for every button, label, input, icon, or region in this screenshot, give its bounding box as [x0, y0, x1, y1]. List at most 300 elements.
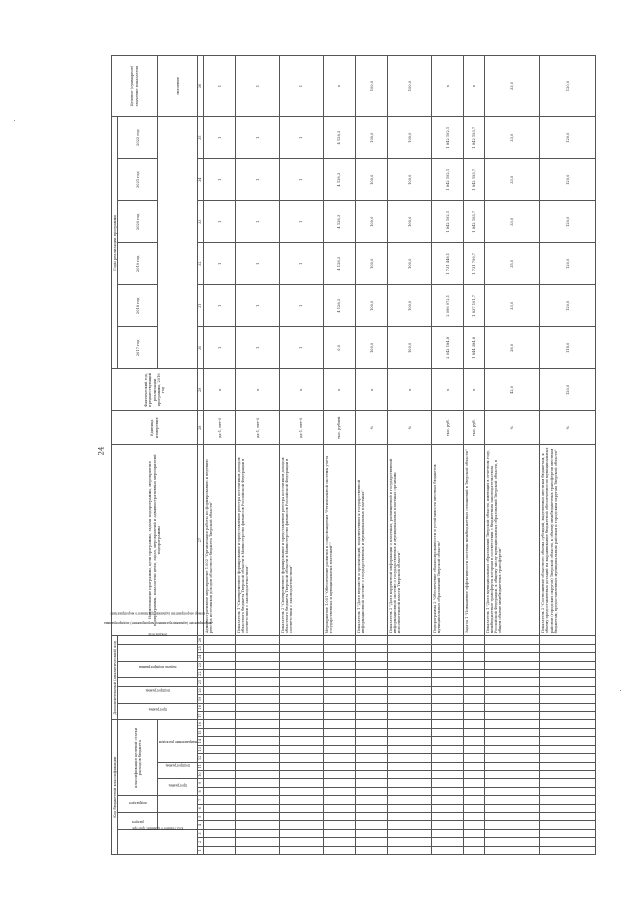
row-base-value: х: [204, 369, 236, 411]
code-cell: [464, 653, 484, 661]
code-cell: [204, 838, 236, 846]
code-cell: [356, 762, 388, 770]
table-row: [484, 56, 540, 855]
column-number: 32: [198, 243, 204, 285]
code-cell: [432, 695, 464, 703]
row-year-value: 1: [204, 243, 236, 285]
code-cell: [388, 703, 432, 711]
code-cell: [236, 703, 280, 711]
column-number: 7: [198, 796, 204, 804]
code-cell: [236, 838, 280, 846]
code-cell: [484, 661, 540, 669]
column-number: 18: [198, 703, 204, 711]
code-cell: [323, 720, 355, 729]
code-cell: [464, 821, 484, 829]
code-cell: [323, 695, 355, 703]
code-cell: [356, 770, 388, 778]
code-cell: [388, 804, 432, 812]
code-cell: [356, 669, 388, 677]
code-cell: [388, 846, 432, 854]
row-year-value: 1 842 192,1: [432, 159, 464, 201]
header-subsection-blank: [158, 796, 198, 813]
code-cell: [280, 686, 324, 694]
column-number: 33: [198, 201, 204, 243]
column-number: 12: [198, 754, 204, 762]
row-year-value: 2 096 972,1: [432, 285, 464, 327]
header-actual-value: Фактический год, предшествующий реализации программы, 2016 год: [112, 369, 198, 411]
column-number: 21: [198, 678, 204, 686]
code-cell: [323, 787, 355, 795]
code-cell: [388, 678, 432, 686]
rows-body: [204, 56, 596, 855]
column-number: 31: [198, 285, 204, 327]
row-year-value: 1: [236, 159, 280, 201]
code-cell: [484, 737, 540, 745]
code-cell: [204, 678, 236, 686]
code-cell: [204, 779, 236, 787]
header-unit: Единица измерения: [112, 411, 198, 445]
row-year-value: 4 128,3: [323, 201, 355, 243]
code-cell: [464, 728, 484, 736]
table-row: [432, 56, 464, 855]
code-cell: [464, 812, 484, 820]
table-row: [356, 56, 388, 855]
code-cell: [540, 653, 596, 661]
header-years-group: Годы реализации программы: [112, 117, 118, 369]
code-cell: [388, 745, 432, 753]
header-additional-code: Дополнительный (аналитический) код: [112, 636, 118, 720]
code-cell: [236, 669, 280, 677]
code-cell: [323, 669, 355, 677]
code-cell: [540, 762, 596, 770]
scan-speck: [620, 690, 621, 691]
column-number: 1: [198, 846, 204, 854]
code-cell: [236, 796, 280, 804]
code-cell: [236, 695, 280, 703]
code-cell: [540, 787, 596, 795]
code-cell: [280, 770, 324, 778]
code-cell: [388, 737, 432, 745]
code-cell: [432, 703, 464, 711]
row-year-value: 1 837 101,7: [464, 285, 484, 327]
code-cell: [484, 762, 540, 770]
code-cell: [204, 711, 236, 719]
code-cell: [356, 636, 388, 644]
row-base-value: х: [356, 369, 388, 411]
code-cell: [204, 644, 236, 652]
code-cell: [236, 728, 280, 736]
row-base-value: 120,0: [540, 369, 596, 411]
row-year-value: 1 731 799,7: [464, 243, 484, 285]
row-year-value: 118,0: [540, 327, 596, 369]
column-number: 35: [198, 117, 204, 159]
row-year-value: 1 842 192,1: [432, 117, 464, 159]
row-year-value: 100,0: [388, 159, 432, 201]
header-admin-code: код главного администратора: [118, 829, 198, 854]
row-year-value: 120,0: [540, 285, 596, 327]
code-cell: [280, 695, 324, 703]
row-target-value: 1: [280, 56, 324, 117]
row-year-value: 4 128,3: [323, 243, 355, 285]
header-target-item: классификация целевой статьи расходов бюджета: [118, 720, 158, 796]
code-cell: [432, 804, 464, 812]
row-year-value: 1 842 193,7: [464, 117, 484, 159]
code-cell: [484, 703, 540, 711]
row-year-value: 4 128,3: [323, 159, 355, 201]
row-year-value: 1: [204, 285, 236, 327]
code-cell: [432, 720, 464, 729]
code-cell: [432, 728, 464, 736]
code-cell: [280, 846, 324, 854]
header-year-2022: 2022 год: [118, 117, 158, 159]
code-cell: [540, 779, 596, 787]
row-year-value: 1: [280, 243, 324, 285]
table-row: [464, 56, 484, 855]
header-direction: направление расходов: [158, 720, 198, 762]
code-cell: [540, 770, 596, 778]
row-year-value: 1: [280, 159, 324, 201]
code-cell: [204, 737, 236, 745]
header-year-2021: 2021 год: [118, 159, 158, 201]
code-cell: [356, 728, 388, 736]
header-activity-number-label: номер мероприятия (административного мероприятия): [118, 644, 198, 661]
code-cell: [280, 804, 324, 812]
code-cell: [540, 661, 596, 669]
code-cell: [204, 703, 236, 711]
code-cell: [323, 812, 355, 820]
code-cell: [484, 821, 540, 829]
table-row: [540, 56, 596, 855]
scan-speck: [14, 120, 15, 121]
code-cell: [388, 838, 432, 846]
row-year-value: 100,0: [388, 285, 432, 327]
row-name: Показатель 1 "Доля ведомств и организаций, подключенных к государственной информационной системе о государственных и муниципальных платежах": [356, 445, 388, 636]
page-number: 24: [97, 446, 106, 456]
row-year-value: 100,0: [356, 201, 388, 243]
code-cell: [204, 754, 236, 762]
row-name: Показатель 2 "Своевременное формирование и представление реестра источников доходов областного бюджета Тверской области в Министерство финансов Российской Федерации в соответствии с законодательством": [280, 445, 324, 636]
row-base-value: х: [388, 369, 432, 411]
code-cell: [204, 745, 236, 753]
code-cell: [388, 787, 432, 795]
code-cell: [540, 829, 596, 837]
column-number: 30: [198, 327, 204, 369]
code-cell: [280, 787, 324, 795]
code-cell: [432, 846, 464, 854]
column-number: 10: [198, 770, 204, 778]
column-number: 22: [198, 669, 204, 677]
header-year-2018: 2018 год: [118, 285, 158, 327]
row-base-value: х: [464, 369, 484, 411]
row-year-value: 1 844 384,8: [464, 327, 484, 369]
row-name: Показатель 1 "Доля муниципальных образований Тверской области, имеющих в отчетном году, межбюджетные трансферты которым в соответствии с бюджетным законодательством Российской Федерации, к общему числу муниципальных образований Тверской области, в общем объеме межбюджетных трансфертов": [484, 445, 540, 636]
code-cell: [388, 779, 432, 787]
row-target-value: 100,0: [356, 56, 388, 117]
row-year-value: 1 842 193,7: [464, 201, 484, 243]
code-cell: [388, 644, 432, 652]
code-cell: [356, 779, 388, 787]
code-cell: [388, 711, 432, 719]
code-cell: [236, 762, 280, 770]
row-unit: тыс. руб.: [432, 411, 464, 445]
code-cell: [464, 762, 484, 770]
code-cell: [323, 838, 355, 846]
column-number: 4: [198, 821, 204, 829]
code-cell: [323, 636, 355, 644]
code-cell: [204, 829, 236, 837]
code-cell: [236, 779, 280, 787]
code-cell: [280, 653, 324, 661]
code-cell: [464, 754, 484, 762]
code-cell: [356, 821, 388, 829]
row-target-value: 1: [204, 56, 236, 117]
code-cell: [323, 703, 355, 711]
column-number: 25: [198, 644, 204, 652]
code-cell: [280, 812, 324, 820]
code-cell: [204, 653, 236, 661]
code-cell: [280, 737, 324, 745]
header-year-2019: 2019 год: [118, 243, 158, 285]
code-cell: [204, 695, 236, 703]
code-cell: [280, 678, 324, 686]
code-cell: [484, 812, 540, 820]
code-cell: [464, 846, 484, 854]
code-cell: [204, 846, 236, 854]
column-number: 15: [198, 728, 204, 736]
column-number: 19: [198, 695, 204, 703]
row-name: Показатель 2 "Доля корректной информации о платежах, размещенной в государственной информационной системе о государственных и муниципальных платежах органами исполнительной власти Тверской области": [388, 445, 432, 636]
row-year-value: 120,0: [540, 159, 596, 201]
code-cell: [236, 787, 280, 795]
code-cell: [280, 711, 324, 719]
row-target-value: х: [323, 56, 355, 117]
row-base-value: х: [236, 369, 280, 411]
code-cell: [280, 796, 324, 804]
code-cell: [280, 754, 324, 762]
row-target-value: 33,0: [484, 56, 540, 117]
column-number: 20: [198, 686, 204, 694]
header-indicator-label: показатель: [118, 636, 198, 644]
code-cell: [356, 695, 388, 703]
row-year-value: 33,0: [484, 117, 540, 159]
row-base-value: х: [432, 369, 464, 411]
row-year-value: 100,0: [356, 159, 388, 201]
row-year-value: 4 128,3: [323, 285, 355, 327]
column-number: 16: [198, 720, 204, 729]
code-cell: [236, 770, 280, 778]
code-cell: [356, 787, 388, 795]
code-cell: [388, 728, 432, 736]
row-name: Подпрограмма 2 "Обеспечение сбалансированности и устойчивости местных бюджетов муниципальных образований Тверской области": [432, 445, 464, 636]
code-cell: [236, 846, 280, 854]
code-cell: [432, 745, 464, 753]
code-cell: [356, 846, 388, 854]
code-cell: [432, 678, 464, 686]
header-year-2020: 2020 год: [118, 201, 158, 243]
column-number: 36: [198, 56, 204, 117]
code-cell: [540, 636, 596, 644]
code-cell: [323, 678, 355, 686]
code-cell: [388, 754, 432, 762]
row-unit: %: [484, 411, 540, 445]
code-cell: [540, 846, 596, 854]
header-year-2017: 2017 год: [118, 327, 158, 369]
code-cell: [540, 644, 596, 652]
row-unit: тыс. рублей: [323, 411, 355, 445]
code-cell: [204, 661, 236, 669]
row-target-value: 100,0: [388, 56, 432, 117]
code-cell: [280, 745, 324, 753]
row-unit: да-1, нет-0: [280, 411, 324, 445]
header-target-group: Целевое (суммарное) значение показателя: [112, 56, 158, 117]
header-code-group: Код бюджетной классификации: [112, 720, 118, 855]
table-row: [236, 56, 280, 855]
code-cell: [540, 686, 596, 694]
code-cell: [464, 737, 484, 745]
code-cell: [388, 686, 432, 694]
code-cell: [323, 644, 355, 652]
column-number: 24: [198, 653, 204, 661]
header-task-label: задача подпрограммы: [118, 678, 198, 686]
row-year-value: 100,0: [356, 243, 388, 285]
code-cell: [464, 678, 484, 686]
code-cell: [464, 695, 484, 703]
code-cell: [323, 686, 355, 694]
code-cell: [388, 762, 432, 770]
row-name: Задача 1 "Повышение эффективности системы межбюджетных отношений в Тверской области": [464, 445, 484, 636]
row-target-value: х: [464, 56, 484, 117]
code-cell: [432, 787, 464, 795]
code-cell: [280, 779, 324, 787]
code-cell: [280, 636, 324, 644]
row-unit: да-1, нет-0: [204, 411, 236, 445]
code-cell: [484, 669, 540, 677]
code-cell: [236, 711, 280, 719]
code-cell: [280, 821, 324, 829]
row-year-value: 100,0: [388, 327, 432, 369]
code-cell: [323, 661, 355, 669]
code-cell: [356, 812, 388, 820]
row-base-value: х: [280, 369, 324, 411]
header-subprogram: подпрограмма: [158, 762, 198, 779]
code-cell: [236, 745, 280, 753]
code-cell: [540, 812, 596, 820]
code-cell: [540, 695, 596, 703]
code-cell: [356, 678, 388, 686]
row-year-value: 1 842 193,7: [464, 159, 484, 201]
row-year-value: 100,0: [356, 327, 388, 369]
row-year-value: 100,0: [388, 243, 432, 285]
code-cell: [204, 762, 236, 770]
code-cell: [484, 829, 540, 837]
column-number: 9: [198, 779, 204, 787]
row-year-value: 0,0: [323, 327, 355, 369]
row-year-value: 28,0: [484, 327, 540, 369]
code-cell: [484, 770, 540, 778]
code-cell: [432, 821, 464, 829]
code-cell: [540, 703, 596, 711]
code-cell: [356, 644, 388, 652]
header-subprogram-label: подпрограмма: [118, 686, 198, 703]
column-number: 2: [198, 838, 204, 846]
code-cell: [356, 661, 388, 669]
code-cell: [236, 720, 280, 729]
code-cell: [388, 821, 432, 829]
code-cell: [236, 636, 280, 644]
code-cell: [323, 762, 355, 770]
code-cell: [236, 754, 280, 762]
code-cell: [464, 703, 484, 711]
code-cell: [432, 661, 464, 669]
row-year-value: 4 128,3: [323, 117, 355, 159]
code-cell: [236, 821, 280, 829]
code-cell: [464, 745, 484, 753]
code-cell: [540, 720, 596, 729]
header-years-blank: [158, 117, 198, 369]
code-cell: [280, 728, 324, 736]
header-subsection: подраздел: [118, 796, 158, 813]
code-cell: [356, 754, 388, 762]
code-cell: [323, 737, 355, 745]
table-row: [280, 56, 324, 855]
code-cell: [204, 686, 236, 694]
row-unit: %: [356, 411, 388, 445]
row-year-value: 1 842 192,1: [432, 201, 464, 243]
code-cell: [323, 770, 355, 778]
column-number: 6: [198, 804, 204, 812]
code-cell: [540, 838, 596, 846]
code-cell: [540, 711, 596, 719]
code-cell: [484, 720, 540, 729]
code-cell: [484, 711, 540, 719]
code-cell: [464, 636, 484, 644]
code-cell: [356, 686, 388, 694]
code-cell: [323, 745, 355, 753]
code-cell: [432, 779, 464, 787]
row-unit: %: [388, 411, 432, 445]
row-year-value: 1: [280, 285, 324, 327]
code-cell: [280, 829, 324, 837]
row-year-value: 1: [204, 201, 236, 243]
code-cell: [432, 796, 464, 804]
code-cell: [356, 838, 388, 846]
code-cell: [484, 754, 540, 762]
code-cell: [204, 728, 236, 736]
code-cell: [236, 644, 280, 652]
code-cell: [204, 804, 236, 812]
row-year-value: 120,0: [540, 117, 596, 159]
header-program: программа: [158, 779, 198, 796]
header-program-label: программа: [118, 703, 198, 720]
code-cell: [432, 762, 464, 770]
code-cell: [356, 703, 388, 711]
code-cell: [204, 770, 236, 778]
code-cell: [323, 846, 355, 854]
code-cell: [432, 812, 464, 820]
row-year-value: 1: [280, 117, 324, 159]
column-number: 14: [198, 737, 204, 745]
column-number: 27: [198, 445, 204, 636]
code-cell: [236, 829, 280, 837]
row-unit: да-1, нет-0: [236, 411, 280, 445]
code-cell: [540, 821, 596, 829]
code-cell: [280, 720, 324, 729]
row-name: Показатель 2 "Соотношение областного объема субсидий, выделяемых местным бюджетам, к объему предоставленных дотаций на выравнивание бюджетной обеспеченности муниципальных районов (городских округов) Тверской области, к объему межбюджетных трансфертов местным бюджетам, предоставленных муниципальным районам и городским округам Тверской области": [540, 445, 596, 636]
code-cell: [484, 796, 540, 804]
row-name: Показатель 1 "Своевременное формирование и представление реестра источников доходов областного бюджета Тверской области в Министерство финансов Российской Федерации в соответствии с законодательством": [236, 445, 280, 636]
code-cell: [323, 754, 355, 762]
code-cell: [323, 728, 355, 736]
